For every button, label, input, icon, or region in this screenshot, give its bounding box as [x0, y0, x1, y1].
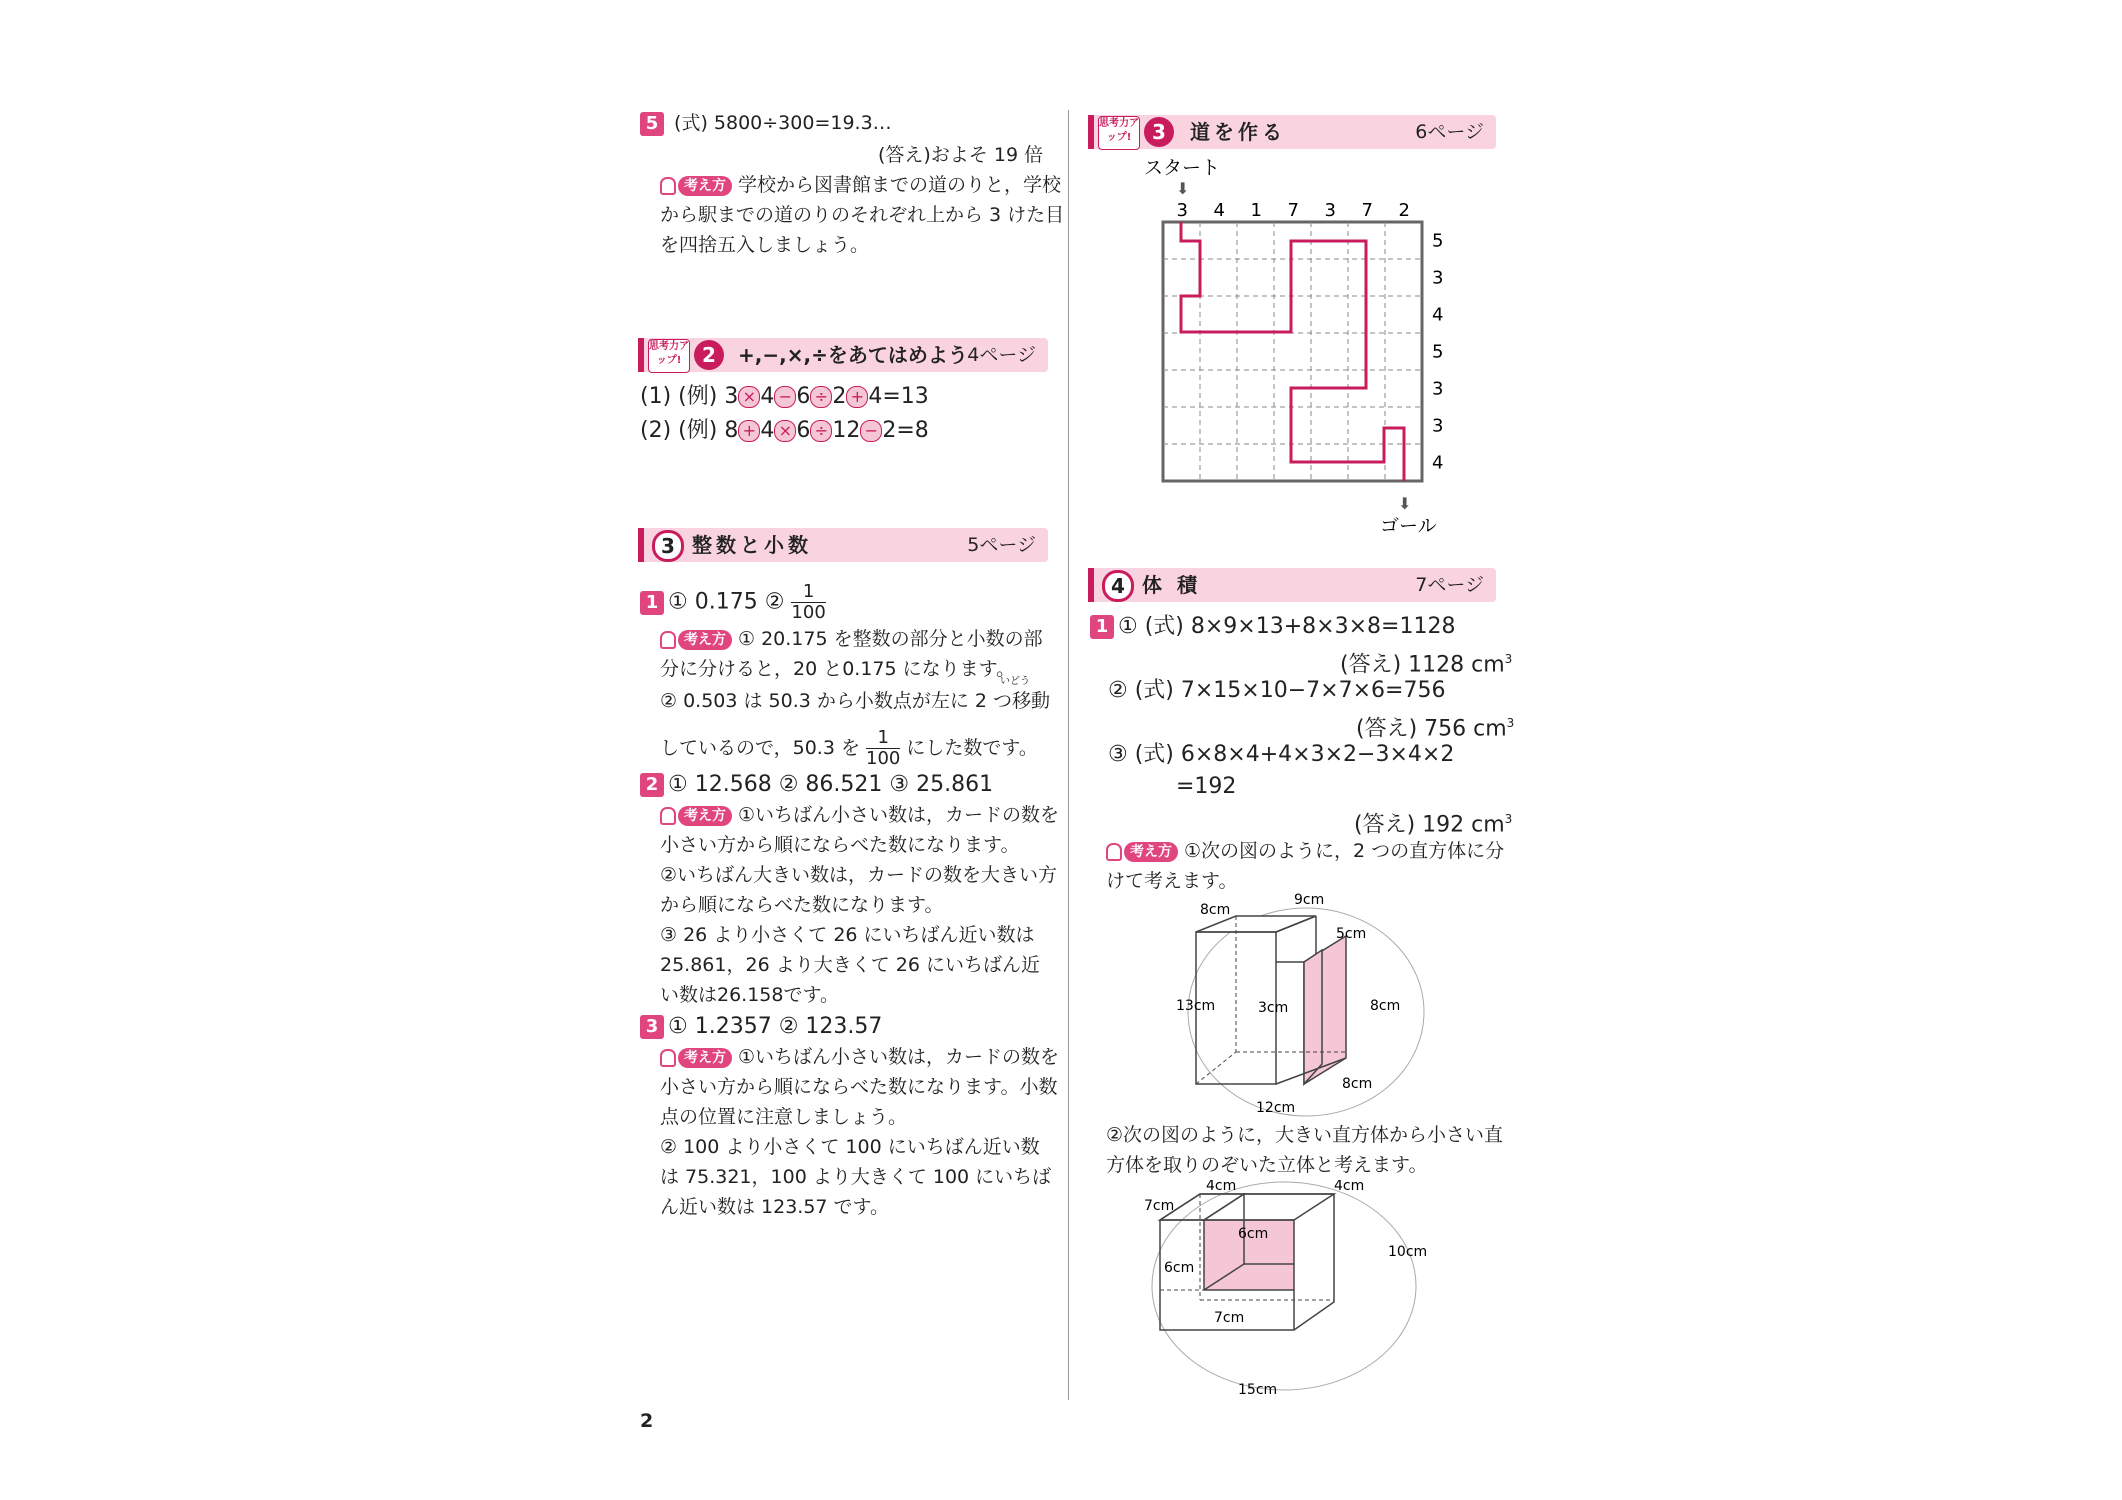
operator-circle: ×: [774, 420, 796, 442]
sec2-row-2: [640, 416, 929, 446]
dim-label: 7cm: [1214, 1310, 1245, 1326]
operator-circle: ×: [738, 386, 760, 408]
top-number: 3: [1324, 200, 1336, 221]
sec4-q1-line-3: ③ (式) 6×8×4+4×3×2−3×4×2: [1108, 742, 1455, 767]
page-number: 2: [640, 1410, 654, 1432]
side-number: 3: [1432, 415, 1444, 437]
kangae-badge: 考え方: [1124, 842, 1178, 862]
start-label: スタート: [1144, 157, 1221, 179]
sec4-kangae-3: ②次の図のように，大きい直方体から小さい直: [1106, 1124, 1504, 1146]
sec4-answer-1: [1340, 644, 1512, 680]
section-bar: [1088, 568, 1094, 602]
row-text: 12: [832, 418, 861, 443]
sec3-q2-kangae-1: [660, 800, 1059, 830]
dim-label: 8cm: [1342, 1076, 1373, 1092]
q5-answer: (答え)およそ 19 倍: [878, 144, 1044, 166]
section-number: 4: [1102, 570, 1134, 602]
q5-kangae-line-1: [660, 170, 1061, 200]
lightbulb-icon: [1106, 843, 1122, 861]
top-number: 1: [1250, 200, 1262, 221]
sec3-q3-kangae-3: 点の位置に注意しましょう。: [660, 1106, 908, 1128]
side-number: 5: [1432, 341, 1444, 363]
kangae-text: ①次の図のように，2 つの直方体に分: [1184, 840, 1505, 862]
row-text: 6: [796, 384, 811, 409]
kangae-text: ① 20.175 を整数の部分と小数の部: [738, 628, 1043, 650]
dim-label: 12cm: [1256, 1100, 1296, 1116]
top-number: 7: [1287, 200, 1299, 221]
operator-circle: −: [860, 420, 882, 442]
sec3-q2-kangae-4: から順にならべた数になります。: [660, 894, 944, 916]
side-number: 3: [1432, 378, 1444, 400]
section-2-header: [638, 338, 1048, 372]
dim-label: 7cm: [1144, 1198, 1175, 1214]
kangae-badge: 考え方: [678, 176, 732, 196]
row-text: 6: [796, 418, 811, 443]
numerator: 1: [866, 728, 900, 749]
q3-number: 3: [640, 1015, 664, 1039]
thinking-up-tag: 思考力アップ!: [648, 339, 690, 373]
sec3-q1-kangae-2: 分に分けると，20 と0.175 になります。: [660, 658, 1016, 680]
q5-number: 5: [640, 112, 664, 136]
section-page: 6ページ: [1415, 121, 1484, 143]
sec3-q2-kangae-6: 25.861，26 より大きくて 26 にいちばん近: [660, 954, 1040, 976]
operator-circle: ÷: [810, 386, 832, 408]
lightbulb-icon: [660, 177, 676, 195]
sec3-q1-kangae-4: [660, 728, 1038, 769]
q2-answer: ① 12.568 ② 86.521 ③ 25.861: [668, 772, 994, 797]
cuboid-figure-1: [1176, 892, 1476, 1118]
kangae-text: しているので，50.3 を: [660, 737, 860, 759]
sec3-q2-kangae-3: ②いちばん大きい数は，カードの数を大きい方: [660, 864, 1058, 886]
kangae-text: にした数です。: [906, 737, 1038, 759]
section-title: 道を作る: [1190, 120, 1286, 144]
section-4-header: [1088, 568, 1496, 602]
dim-label: 9cm: [1294, 892, 1325, 908]
top-number: 2: [1398, 200, 1410, 221]
dim-label: 8cm: [1200, 902, 1231, 918]
dim-label: 4cm: [1206, 1180, 1237, 1194]
kangae-badge: 考え方: [678, 1048, 732, 1068]
sec3-q1-answer: [640, 582, 826, 623]
q3-answer: ① 1.2357 ② 123.57: [668, 1014, 883, 1039]
sec3-q2-answer: [640, 770, 993, 800]
row-text: (1) (例) 3: [640, 384, 739, 409]
sec3-q3-kangae-1: [660, 1042, 1059, 1072]
section-page: 7ページ: [1415, 574, 1484, 596]
row-text: 4: [760, 418, 775, 443]
row-text: 2: [832, 384, 847, 409]
q1-number: 1: [1090, 615, 1114, 639]
kangae-badge: 考え方: [678, 806, 732, 826]
operator-circle: −: [774, 386, 796, 408]
dim-label: 4cm: [1334, 1180, 1365, 1194]
sec4-kangae-4: 方体を取りのぞいた立体と考えます。: [1106, 1154, 1428, 1176]
kangae-text: ①いちばん小さい数は，カードの数を: [738, 804, 1060, 826]
section-3-header: [638, 528, 1048, 562]
section-bar: [638, 338, 644, 372]
sec4-q1-line-3b: =192: [1176, 774, 1237, 799]
sec4-q1-line-1: [1090, 612, 1455, 642]
section-number: 3: [652, 530, 684, 562]
numerator: 1: [791, 582, 825, 603]
q1-answer: ① 0.175 ②: [668, 589, 785, 615]
dim-label: 10cm: [1388, 1244, 1428, 1260]
section-number: 2: [694, 340, 724, 370]
operator-circle: ÷: [810, 420, 832, 442]
sec4-answer-2: [1356, 708, 1514, 744]
kangae-badge: 考え方: [678, 630, 732, 650]
thinking-up-tag: 思考力アップ!: [1098, 116, 1140, 150]
column-divider: [1068, 110, 1069, 1400]
sec2-row-1: [640, 382, 929, 412]
furigana: いどう: [1000, 676, 1030, 687]
dim-label: 6cm: [1238, 1226, 1269, 1242]
answer-text: (答え) 192 cm: [1354, 812, 1505, 838]
sec3-q3-kangae-5: は 75.321，100 より大きくて 100 にいちば: [660, 1166, 1052, 1188]
sec3-q3-kangae-6: ん近い数は 123.57 です。: [660, 1196, 890, 1218]
top-number: 7: [1361, 200, 1373, 221]
section-title: 整数と小数: [692, 533, 812, 557]
section-number: 3: [1144, 117, 1174, 147]
fraction: [791, 582, 825, 623]
sec4-q1-line-2: ② (式) 7×15×10−7×7×6=756: [1108, 678, 1446, 703]
section-page: 4ページ: [967, 344, 1036, 366]
maze-path: [1181, 222, 1404, 481]
kangae-text: ①いちばん小さい数は，カードの数を: [738, 1046, 1060, 1068]
sec4-answer-3: [1354, 804, 1512, 840]
sec3-q3-kangae-4: ② 100 より小さくて 100 にいちばん近い数: [660, 1136, 1040, 1158]
dim-label: 15cm: [1238, 1382, 1278, 1398]
section-page: 5ページ: [967, 534, 1036, 556]
row-text: (2) (例) 8: [640, 418, 739, 443]
sec3-q3-kangae-2: 小さい方から順にならべた数になります。小数: [660, 1076, 1058, 1098]
lightbulb-icon: [660, 1049, 676, 1067]
cube-superscript: 3: [1506, 716, 1515, 730]
dim-label: 8cm: [1370, 998, 1401, 1014]
section-title: +,−,×,÷をあてはめよう: [738, 343, 968, 367]
row-text: 4: [760, 384, 775, 409]
cuboid-figure-2: [1144, 1180, 1434, 1402]
answer-text: (答え) 1128 cm: [1340, 652, 1505, 678]
q1-number: 1: [640, 591, 664, 615]
side-number: 4: [1432, 452, 1444, 474]
dim-label: 13cm: [1176, 998, 1216, 1014]
section-bar: [1088, 115, 1094, 149]
section-3b-header: [1088, 115, 1496, 149]
sec4-kangae-2: けて考えます。: [1106, 870, 1238, 892]
answer-text: (答え) 756 cm: [1356, 716, 1507, 742]
denominator: 100: [866, 748, 901, 769]
operator-circle: +: [738, 420, 760, 442]
lightbulb-icon: [660, 631, 676, 649]
q2-number: 2: [640, 773, 664, 797]
operator-circle: +: [846, 386, 868, 408]
dim-label: 5cm: [1336, 926, 1367, 942]
q5-formula: (式) 5800÷300=19.3…: [674, 112, 892, 134]
q5-kangae-line-2: から駅までの道のりのそれぞれ上から 3 けた目: [660, 204, 1065, 226]
sec3-q2-kangae-7: い数は26.158です。: [660, 984, 839, 1006]
q5-kangae-text-1: 学校から図書館までの道のりと，学校: [738, 174, 1062, 196]
section-title: 体 積: [1142, 573, 1201, 597]
top-number: 4: [1213, 200, 1225, 221]
side-number: 4: [1432, 304, 1444, 326]
row-text: 2=8: [882, 418, 929, 443]
q5-kangae-line-3: を四捨五入しましょう。: [660, 234, 870, 256]
dim-label: 6cm: [1164, 1260, 1195, 1276]
top-number: 3: [1176, 200, 1188, 221]
sec3-q1-kangae-3: ② 0.503 は 50.3 から小数点が左に 2 つ移動: [660, 690, 1051, 712]
cube-superscript: 3: [1504, 812, 1513, 826]
cube-superscript: 3: [1504, 652, 1513, 666]
lightbulb-icon: [660, 807, 676, 825]
down-arrow-icon: ⬇: [1398, 494, 1412, 513]
down-arrow-icon: ⬇: [1176, 179, 1190, 198]
side-number: 5: [1432, 230, 1444, 252]
side-numbers: [1432, 231, 1443, 474]
section-bar: [638, 528, 644, 562]
sec3-q1-kangae-1: [660, 624, 1043, 654]
top-numbers: [1177, 200, 1410, 221]
dim-label: 3cm: [1258, 1000, 1289, 1016]
sec3-q2-kangae-5: ③ 26 より小さくて 26 にいちばん近い数は: [660, 924, 1035, 946]
denominator: 100: [791, 602, 826, 623]
formula-text: ① (式) 8×9×13+8×3×8=1128: [1118, 614, 1456, 639]
sec3-q3-answer: [640, 1012, 882, 1042]
sec4-kangae-1: [1106, 836, 1504, 866]
row-text: 4=13: [868, 384, 929, 409]
maze-figure: [1130, 152, 1470, 542]
goal-label: ゴール: [1380, 515, 1437, 537]
q5-formula-line: [640, 108, 892, 138]
side-number: 3: [1432, 267, 1444, 289]
fraction: [866, 728, 900, 769]
sec3-q2-kangae-2: 小さい方から順にならべた数になります。: [660, 834, 1020, 856]
